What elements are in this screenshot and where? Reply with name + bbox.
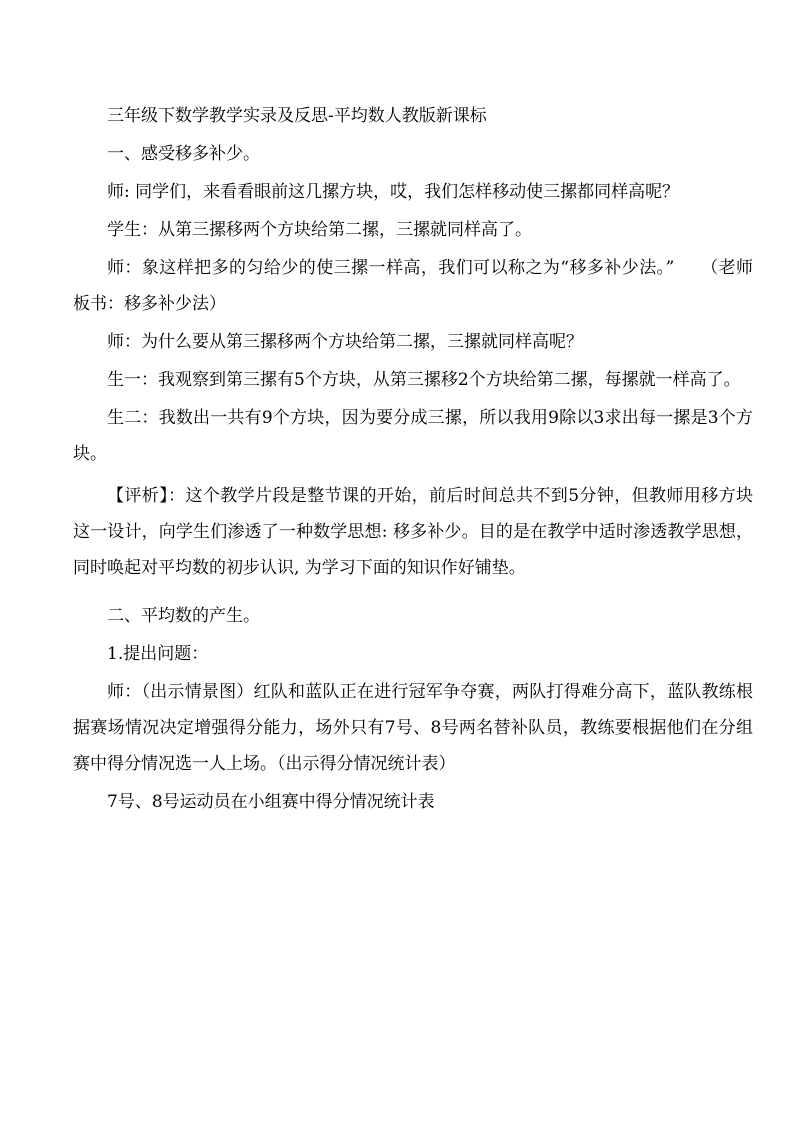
section-heading-2: 二、平均数的产生。 <box>107 606 260 626</box>
paragraph: 学生：从第三摞移两个方块给第二摞，三摞就同样高了。 <box>107 220 532 240</box>
paragraph: 师：象这样把多的匀给少的使三摞一样高，我们可以称之为“移多补少法。” （老师板书：移多补少法） <box>73 258 753 314</box>
paragraph: 师：（出示情景图）红队和蓝队正在进行冠军争夺赛，两队打得难分高下，蓝队教练根据赛场情况决定增强得分能力，场外只有7号、8号两名替补队员，教练要根据他们在分组赛中得分情况选一人上场。（出示得分情况统计表） <box>73 682 753 774</box>
paragraph: 师：为什么要从第三摞移两个方块给第二摞，三摞就同样高呢？ <box>107 332 583 352</box>
paragraph: 师: 同学们，来看看眼前这几摞方块，哎，我们怎样移动使三摞都同样高呢？ <box>107 182 680 202</box>
subsection-heading: 1.提出问题： <box>107 644 209 664</box>
paragraph: 生二：我数出一共有9个方块，因为要分成三摞，所以我用9除以3求出每一摞是3个方块。 <box>73 408 753 464</box>
section-heading-1: 一、感受移多补少。 <box>107 144 260 164</box>
paragraph: 生一：我观察到第三摞有5个方块，从第三摞移2个方块给第二摞，每摞就一样高了。 <box>107 370 741 390</box>
table-caption: 7号、8号运动员在小组赛中得分情况统计表 <box>107 792 435 812</box>
commentary-paragraph: 【评析】：这个教学片段是整节课的开始，前后时间总共不到5分钟，但教师用移方块这一设计，向学生们渗透了一种数学思想: 移多补少。目的是在教学中适时渗透教学思想，同时唤起对平均数的初步认识, 为学习下面的知识作好铺垫。 <box>73 486 753 578</box>
document-body <box>73 98 753 820</box>
document-title: 三年级下数学教学实录及反思-平均数人教版新课标 <box>107 106 487 126</box>
